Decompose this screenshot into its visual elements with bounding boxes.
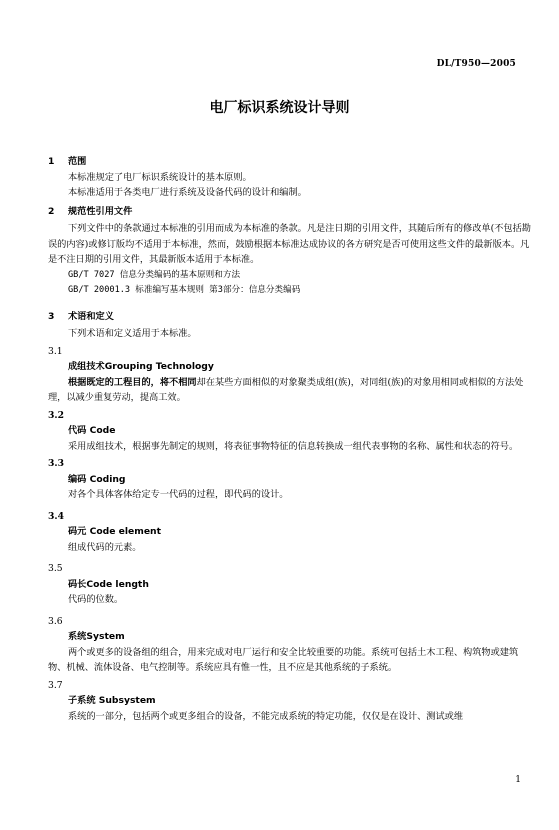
term-definition-emphasis: 根据既定的工程目的，将不相同	[68, 376, 197, 388]
term-definition: 系统的一部分，包括两个或更多组合的设备，不能完成系统的特定功能，仅仅是在设计、测试或维	[68, 710, 464, 722]
section-number: 1	[48, 156, 55, 167]
term-definition: 采用成组技术，根据事先制定的规则，将表征事物特征的信息转换成一组代表事物的名称、属性和状态的符号。	[68, 440, 519, 452]
section-heading-terms	[48, 309, 532, 325]
term-number: 3.6	[48, 615, 63, 627]
page-number: 1	[515, 775, 521, 785]
section-title: 范围	[68, 156, 87, 167]
paragraph: 下列术语和定义适用于本标准。	[68, 328, 197, 339]
term-definition: 对各个具体客体给定专一代码的过程，即代码的设计。	[68, 489, 289, 500]
reference-item: GB/T 7027 信息分类编码的基本原则和方法	[68, 269, 241, 280]
term-name: 码元 Code element	[68, 526, 161, 537]
document-body	[48, 150, 532, 724]
paragraph: 下列文件中的条款通过本标准的引用而成为本标准的条款。凡是注日期的引用文件，其随后所有的修改单(不包括勘误的内容)或修订版均不适用于本标准，然而，鼓励根据本标准达成协议的各方研究是否可使用这些文件的最新版本。凡是不注日期的引用文件，其最新版本适用于本标准。	[48, 223, 531, 265]
term-name: 成组技术Grouping Technology	[68, 361, 214, 372]
standard-code: DL/T950—2005	[436, 59, 516, 69]
term-name: 代码 Code	[68, 425, 116, 436]
section-title: 术语和定义	[68, 310, 114, 322]
document-title: 电厂标识系统设计导则	[209, 100, 350, 116]
term-number: 3.4	[48, 510, 64, 522]
term-definition: 两个或更多的设备组的组合，用来完成对电厂运行和安全比较重要的功能。系统可包括土木工程、构筑物或建筑物、机械、流体设备、电气控制等。系统应具有惟一性，且不应是其他系统的子系统。	[48, 646, 519, 673]
term-number: 3.2	[48, 409, 64, 421]
term-definition: 代码的位数。	[68, 594, 124, 605]
section-title: 规范性引用文件	[68, 205, 133, 217]
term-definition	[48, 375, 532, 406]
reference-item: GB/T 20001.3 标准编写基本规则 第3部分：信息分类编码	[68, 285, 301, 295]
term-definition-text: 却在某些方面相似的对象聚类成组(族)，对同组(族)的对象用相同或相似的方法处理，以减少重复劳动，提高工效。	[48, 376, 524, 403]
term-name: 子系统 Subsystem	[68, 695, 156, 706]
section-number: 3	[48, 310, 55, 322]
section-heading-scope	[48, 154, 532, 170]
paragraph: 本标准适用于各类电厂进行系统及设备代码的设计和编制。	[68, 187, 307, 198]
term-number: 3.5	[48, 563, 63, 574]
term-definition: 组成代码的元素。	[68, 541, 142, 553]
term-number: 3.3	[48, 458, 64, 469]
term-number: 3.1	[48, 345, 63, 357]
term-name: 码长Code length	[68, 578, 149, 590]
term-number: 3.7	[48, 679, 63, 691]
term-name: 系统System	[68, 631, 125, 642]
term-name: 编码 Coding	[68, 473, 126, 485]
paragraph: 本标准规定了电厂标识系统设计的基本原则。	[68, 171, 252, 183]
section-number: 2	[48, 205, 55, 217]
section-heading-normative-references	[48, 204, 532, 220]
